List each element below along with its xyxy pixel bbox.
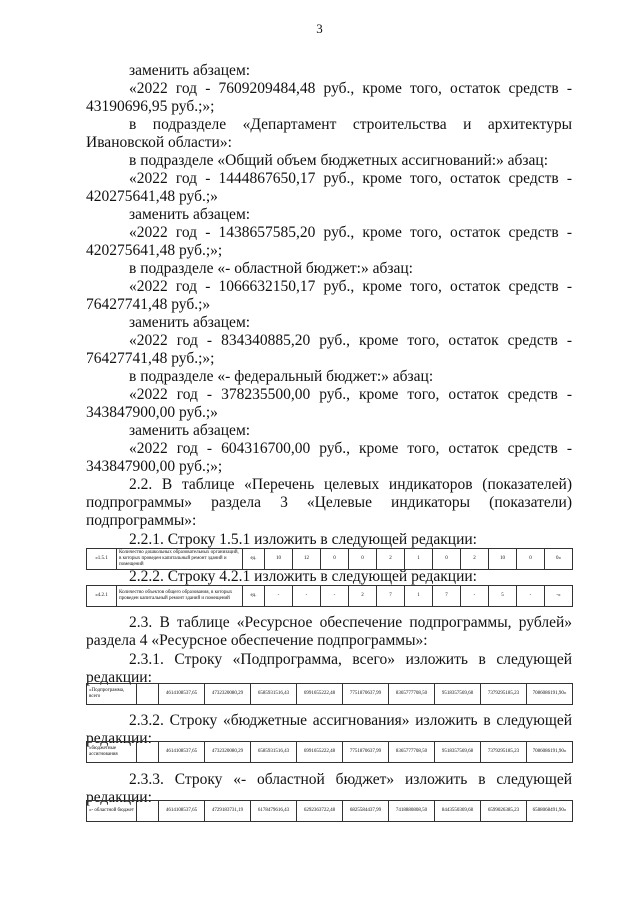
paragraph-line: 76427741,48 руб.;»; xyxy=(86,350,215,367)
paragraph-line: в подразделе «Общий объем бюджетных ассигнований:» абзац: xyxy=(129,152,549,169)
table-cell: 4614108537,65 xyxy=(159,684,205,705)
table-cell: 0 xyxy=(321,549,349,570)
table-cell: -» xyxy=(545,586,573,607)
table-cell: «Подпрограмма, всего xyxy=(87,684,137,705)
table-cell: 6588068491,90» xyxy=(527,801,573,822)
table-cell: 7379295185,23 xyxy=(481,742,527,763)
paragraph-line: «2022 год - 834340885,20 руб., кроме того, остаток средств - xyxy=(129,332,572,349)
table-cell: 6585931516,43 xyxy=(251,684,297,705)
table-cell: 7751870637,99 xyxy=(343,684,389,705)
table-cell xyxy=(137,801,159,822)
table-cell: «1.5.1 xyxy=(87,549,117,570)
table-cell: 7751870637,99 xyxy=(343,742,389,763)
table-cell: - xyxy=(517,586,545,607)
paragraph-line: «2022 год - 7609209484,48 руб., кроме того, остаток средств - xyxy=(129,80,572,97)
table-cell: 7 xyxy=(377,586,405,607)
table-row xyxy=(87,586,573,607)
paragraph-line: «2022 год - 1066632150,17 руб., кроме того, остаток средств - xyxy=(129,278,572,295)
table-cell: 0 xyxy=(433,549,461,570)
resource-table-regional-budget xyxy=(86,800,573,822)
paragraph-line: в подразделе «- областной бюджет:» абзац: xyxy=(129,260,413,277)
paragraph-line: «2022 год - 378235500,00 руб., кроме того, остаток средств - xyxy=(129,386,572,403)
paragraph-line: 2.2.1. Строку 1.5.1 изложить в следующей редакции: xyxy=(129,531,477,548)
table-cell: 6825584437,99 xyxy=(343,801,389,822)
paragraph-line: редакции: xyxy=(86,730,152,747)
table-cell: 8365777708,50 xyxy=(389,684,435,705)
table-cell: Количество дошкольных образовательных организаций, в которых проведен капитальный ремонт зданий и помещений xyxy=(117,549,243,570)
paragraph-line: 2.3.1. Строку «Подпрограмма, всего» изложить в следующей xyxy=(129,651,572,668)
paragraph-line: заменить абзацем: xyxy=(129,314,251,331)
paragraph-line: Ивановской области»: xyxy=(86,134,232,151)
table-cell: 6599026385,23 xyxy=(481,801,527,822)
table-cell: - xyxy=(461,586,489,607)
table-cell: 9518357569,68 xyxy=(435,684,481,705)
table-cell: 2 xyxy=(461,549,489,570)
paragraph-line: в подразделе «- федеральный бюджет:» абзац: xyxy=(129,368,434,385)
table-cell: «бюджетные ассигнования xyxy=(87,742,137,763)
table-cell: 7418880808,50 xyxy=(389,801,435,822)
table-cell: 4732320080,29 xyxy=(205,742,251,763)
table-cell: 6991655222,48 xyxy=(297,684,343,705)
table-row xyxy=(87,742,573,763)
table-cell: 6178479616,43 xyxy=(251,801,297,822)
paragraph-line: подпрограммы»: xyxy=(86,512,197,529)
table-cell: «- областной бюджет xyxy=(87,801,137,822)
resource-table-budget-allocations xyxy=(86,741,573,763)
paragraph-line: 420275641,48 руб.;»; xyxy=(86,242,223,259)
table-cell: 10 xyxy=(265,549,293,570)
paragraph-line: «2022 год - 1444867650,17 руб., кроме того, остаток средств - xyxy=(129,170,572,187)
paragraph-line: 43190696,95 руб.;»; xyxy=(86,98,215,115)
paragraph-line: 2.3.3. Строку «- областной бюджет» изложить в следующей xyxy=(129,771,572,788)
paragraph-line: 2.3.2. Строку «бюджетные ассигнования» изложить в следующей xyxy=(129,712,572,729)
table-cell: 6991655222,48 xyxy=(297,742,343,763)
paragraph-line: 343847900,00 руб.;» xyxy=(86,404,218,421)
indicator-table-4-2-1 xyxy=(86,585,573,607)
table-cell: 2 xyxy=(349,586,377,607)
table-cell: 0 xyxy=(517,549,545,570)
paragraph-line: 76427741,48 руб.;» xyxy=(86,296,211,313)
table-cell: 0» xyxy=(545,549,573,570)
table-cell: 7086086191,90» xyxy=(527,684,573,705)
table-cell: ед. xyxy=(243,586,265,607)
paragraph-line: 2.2. В таблице «Перечень целевых индикаторов (показателей) xyxy=(129,476,572,493)
table-cell: 4729183731,19 xyxy=(205,801,251,822)
paragraph-line: заменить абзацем: xyxy=(129,62,251,79)
paragraph-line: раздела 4 «Ресурсное обеспечение подпрограммы»: xyxy=(86,632,428,649)
table-cell: 1 xyxy=(405,586,433,607)
table-cell: 2 xyxy=(377,549,405,570)
paragraph-line: 343847900,00 руб.;»; xyxy=(86,458,223,475)
table-cell: 4614108537,65 xyxy=(159,742,205,763)
page-number: 3 xyxy=(316,21,323,36)
paragraph-line: в подразделе «Департамент строительства и архитектуры xyxy=(129,116,572,133)
paragraph-line: 420275641,48 руб.;» xyxy=(86,188,218,205)
table-cell: - xyxy=(265,586,293,607)
table-row xyxy=(87,684,573,705)
table-cell: 6585931516,43 xyxy=(251,742,297,763)
table-cell: 4614108537,65 xyxy=(159,801,205,822)
table-cell: - xyxy=(293,586,321,607)
table-row xyxy=(87,801,573,822)
table-cell: 5 xyxy=(489,586,517,607)
table-cell: 4732320080,29 xyxy=(205,684,251,705)
table-cell: 9518357569,68 xyxy=(435,742,481,763)
paragraph-line: «2022 год - 604316700,00 руб., кроме того, остаток средств - xyxy=(129,440,572,457)
table-cell: 8443550369,68 xyxy=(435,801,481,822)
table-row xyxy=(87,549,573,570)
paragraph-line: подпрограммы» раздела 3 «Целевые индикаторы (показатели) xyxy=(86,494,572,511)
table-cell: «4.2.1 xyxy=(87,586,117,607)
table-cell: ед. xyxy=(243,549,265,570)
paragraph-line: 2.3. В таблице «Ресурсное обеспечение подпрограммы, рублей» xyxy=(129,614,572,631)
table-cell: 0 xyxy=(349,549,377,570)
table-cell: 6292363722,48 xyxy=(297,801,343,822)
paragraph-line: заменить абзацем: xyxy=(129,422,251,439)
paragraph-line: редакции: xyxy=(86,669,152,686)
resource-table-program-total xyxy=(86,683,573,705)
paragraph-line: 2.2.2. Строку 4.2.1 изложить в следующей редакции: xyxy=(129,568,477,585)
table-cell: 7 xyxy=(433,586,461,607)
paragraph-line: редакции: xyxy=(86,789,152,806)
table-cell: - xyxy=(321,586,349,607)
table-cell xyxy=(137,684,159,705)
table-cell: 12 xyxy=(293,549,321,570)
table-cell: 7086086191,90» xyxy=(527,742,573,763)
paragraph-line: заменить абзацем: xyxy=(129,206,251,223)
indicator-table-1-5-1 xyxy=(86,548,573,570)
table-cell: 1 xyxy=(405,549,433,570)
table-cell xyxy=(137,742,159,763)
table-cell: Количество объектов общего образования, в которых проведен капитальный ремонт зданий и помещений xyxy=(117,586,243,607)
table-cell: 10 xyxy=(489,549,517,570)
table-cell: 7379295185,23 xyxy=(481,684,527,705)
table-cell: 8365777708,50 xyxy=(389,742,435,763)
paragraph-line: «2022 год - 1438657585,20 руб., кроме того, остаток средств - xyxy=(129,224,572,241)
